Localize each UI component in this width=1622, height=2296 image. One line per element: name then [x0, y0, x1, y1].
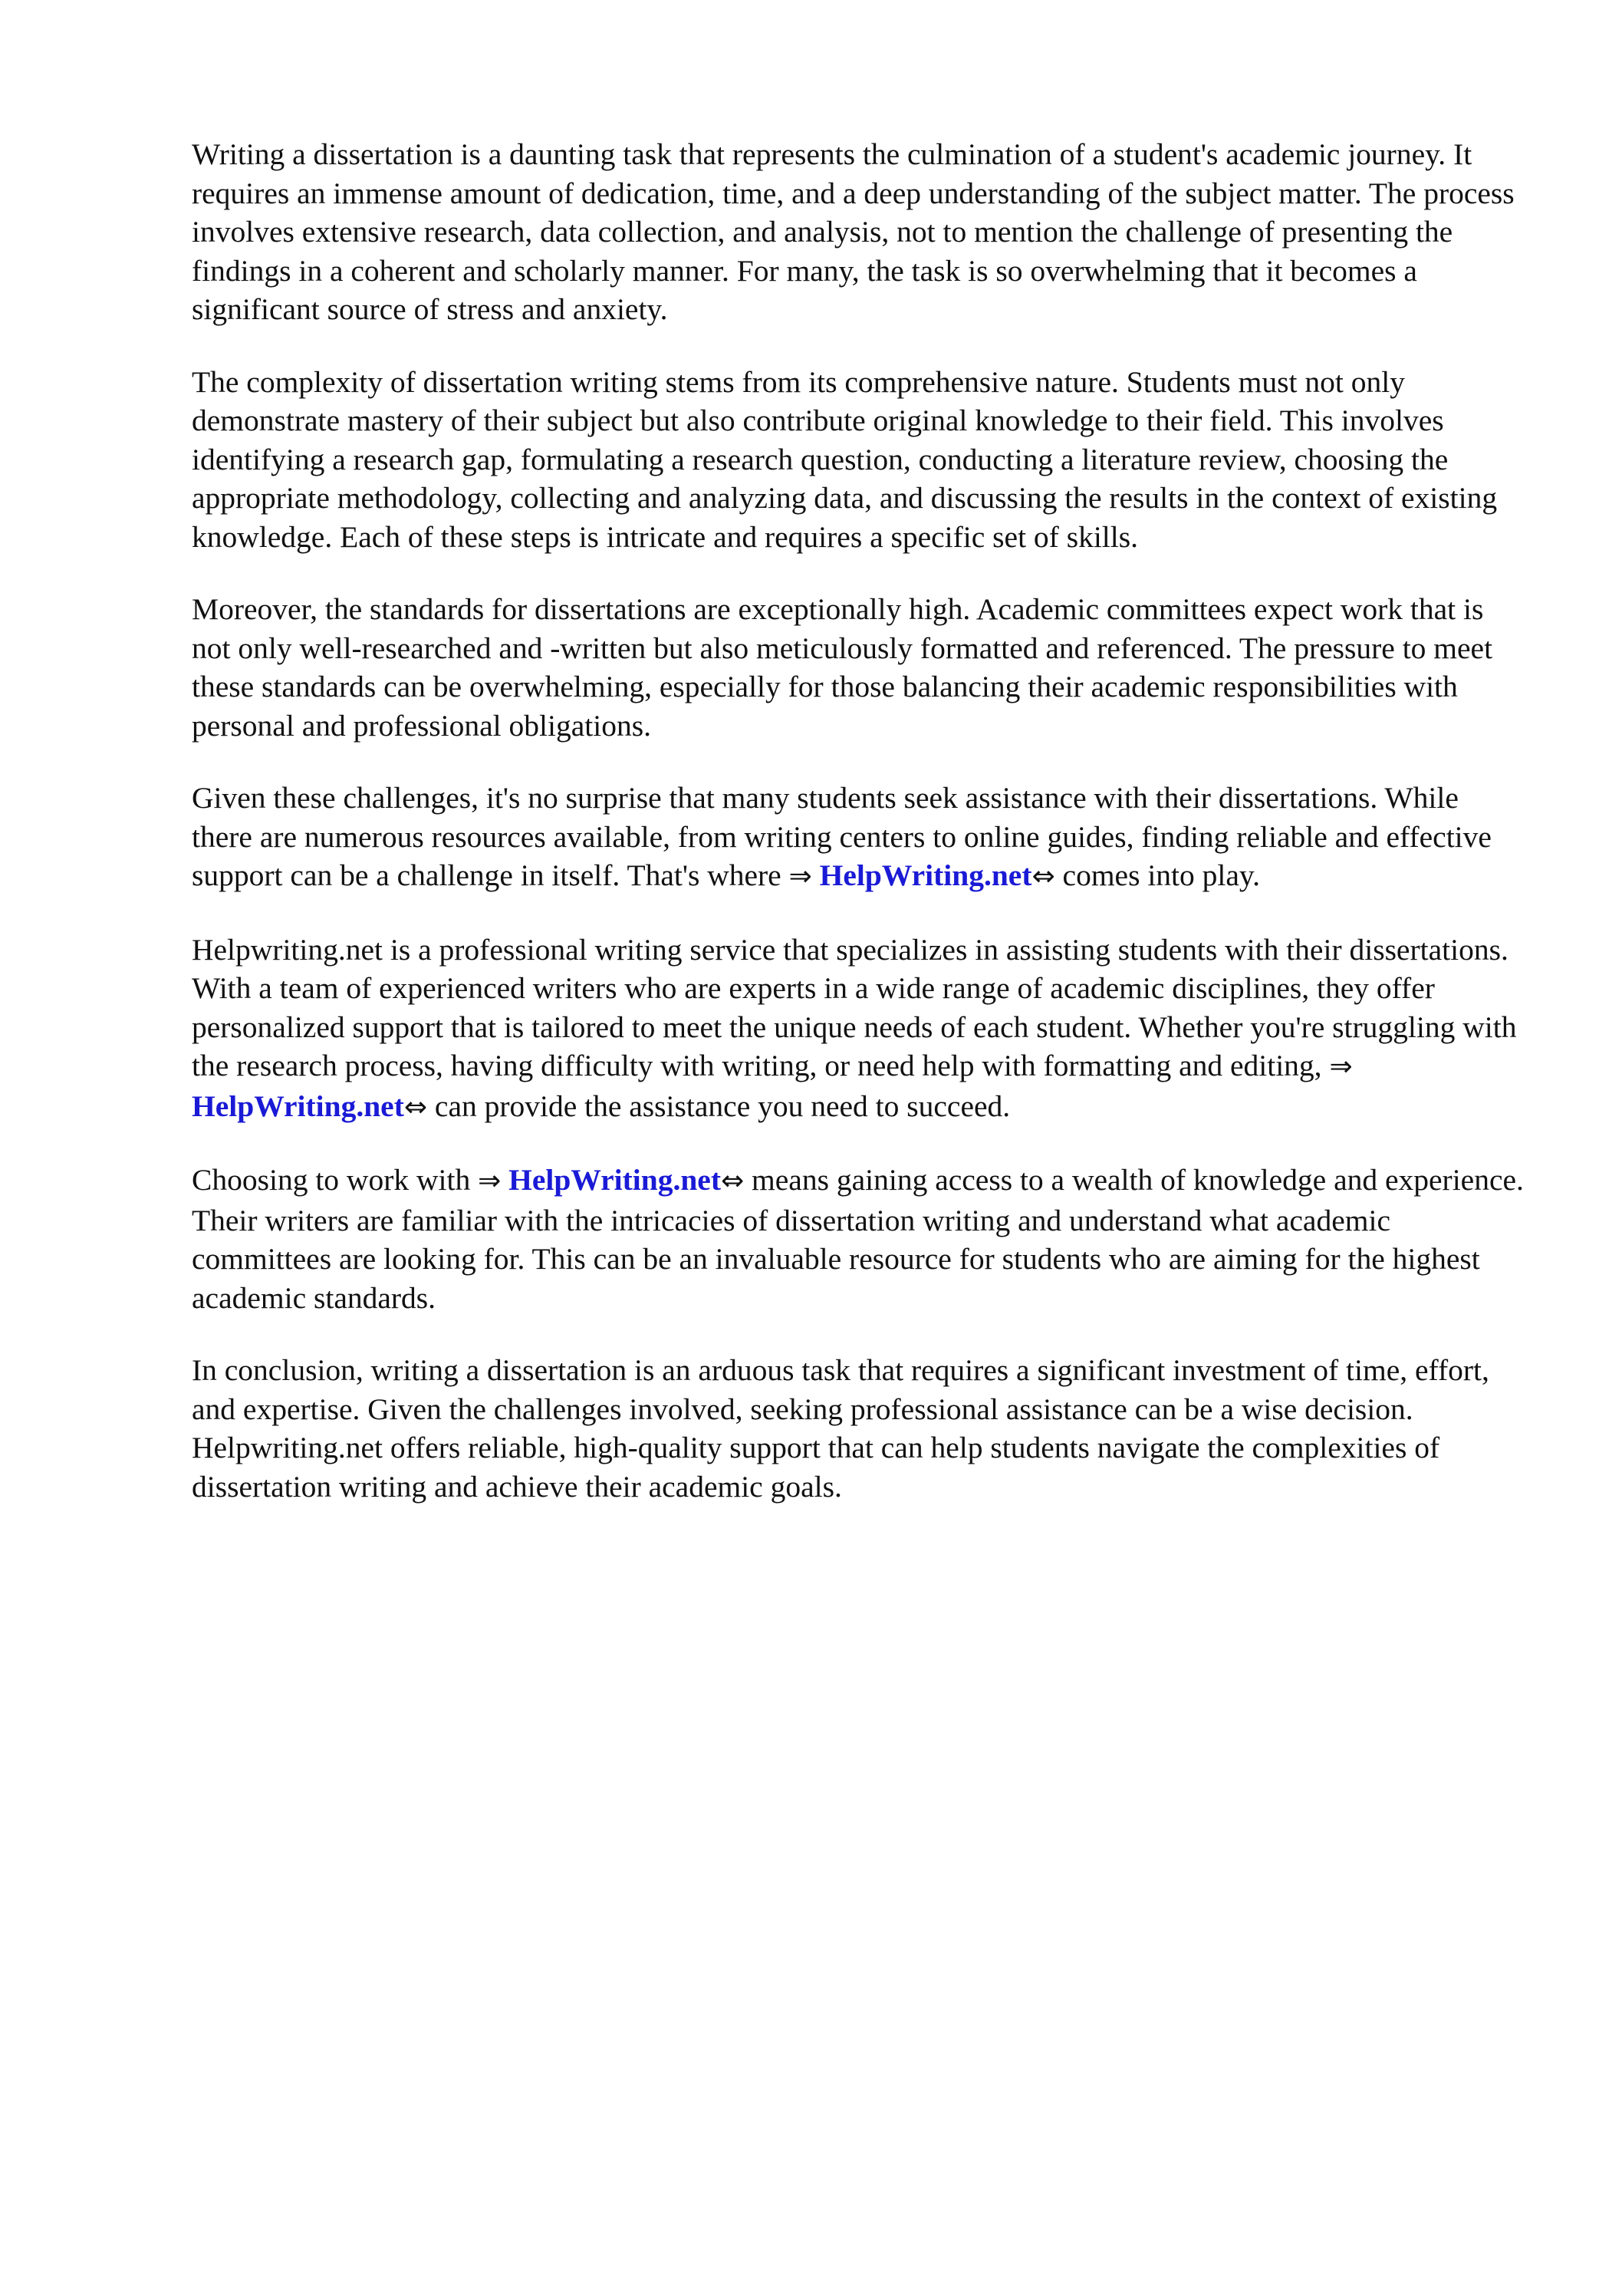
- left-right-arrow-icon: ⇔: [1031, 861, 1055, 892]
- paragraph-5-text-after: can provide the assistance you need to succeed.: [427, 1089, 1011, 1123]
- right-arrow-icon: ⇒: [478, 1165, 502, 1197]
- paragraph-4-text-after: comes into play.: [1054, 858, 1260, 892]
- paragraph-3: Moreover, the standards for dissertations are exceptionally high. Academic committees expect work that is not only well-researched and -written but also meticulously formatted and referenced. The pressure to meet these standards can be overwhelming, especially for those balancing their academic responsibilities with personal and professional obligations.: [192, 592, 1493, 743]
- paragraph-5: [192, 931, 1526, 1128]
- helpwriting-link[interactable]: HelpWriting.net: [508, 1163, 721, 1197]
- paragraph-4-text-before: Given these challenges, it's no surprise that many students seek assistance with their dissertations. While there are numerous resources available, from writing centers to online guides, finding reliable and effective support can be a challenge in itself. That's where: [192, 781, 1492, 892]
- paragraph-6: [192, 1161, 1526, 1317]
- left-right-arrow-icon: ⇔: [721, 1165, 745, 1197]
- helpwriting-link[interactable]: HelpWriting.net: [192, 1089, 404, 1123]
- paragraph-6-text-after: means gaining access to a wealth of knowledge and experience. Their writers are familiar with the intricacies of dissertation writing and understand what academic committees are looking for. This can be an invaluable resource for students who are aiming for the highest academic standards.: [192, 1163, 1524, 1315]
- paragraph-5-text-before: Helpwriting.net is a professional writing service that specializes in assisting students with their dissertations. With a team of experienced writers who are experts in a wide range of academic disciplines, they offer personalized support that is tailored to meet the unique needs of each student. Whether you're struggling with the research process, having difficulty with writing, or need help with formatting and editing,: [192, 932, 1517, 1082]
- document-page: [192, 135, 1526, 1540]
- right-arrow-icon: ⇒: [788, 861, 812, 892]
- right-arrow-icon: ⇒: [1329, 1051, 1353, 1082]
- helpwriting-link[interactable]: HelpWriting.net: [819, 858, 1032, 892]
- paragraph-1: Writing a dissertation is a daunting task that represents the culmination of a student's academic journey. It requires an immense amount of dedication, time, and a deep understanding of the subject matter. The process involves extensive research, data collection, and analysis, not to mention the challenge of presenting the findings in a coherent and scholarly manner. For many, the task is so overwhelming that it becomes a significant source of stress and anxiety.: [192, 137, 1515, 326]
- paragraph-7: In conclusion, writing a dissertation is an arduous task that requires a significant investment of time, effort, and expertise. Given the challenges involved, seeking professional assistance can be a wise decision. Helpwriting.net offers reliable, high-quality support that can help students navigate the complexities of dissertation writing and achieve their academic goals.: [192, 1353, 1489, 1504]
- paragraph-4: [192, 779, 1526, 897]
- paragraph-6-text-before: Choosing to work with: [192, 1163, 479, 1197]
- left-right-arrow-icon: ⇔: [403, 1091, 428, 1123]
- paragraph-2: The complexity of dissertation writing stems from its comprehensive nature. Students must not only demonstrate mastery of their subject but also contribute original knowledge to their field. This involves identifying a research gap, formulating a research question, conducting a literature review, choosing the appropriate methodology, collecting and analyzing data, and discussing the results in the context of existing knowledge. Each of these steps is intricate and requires a specific set of skills.: [192, 364, 1498, 554]
